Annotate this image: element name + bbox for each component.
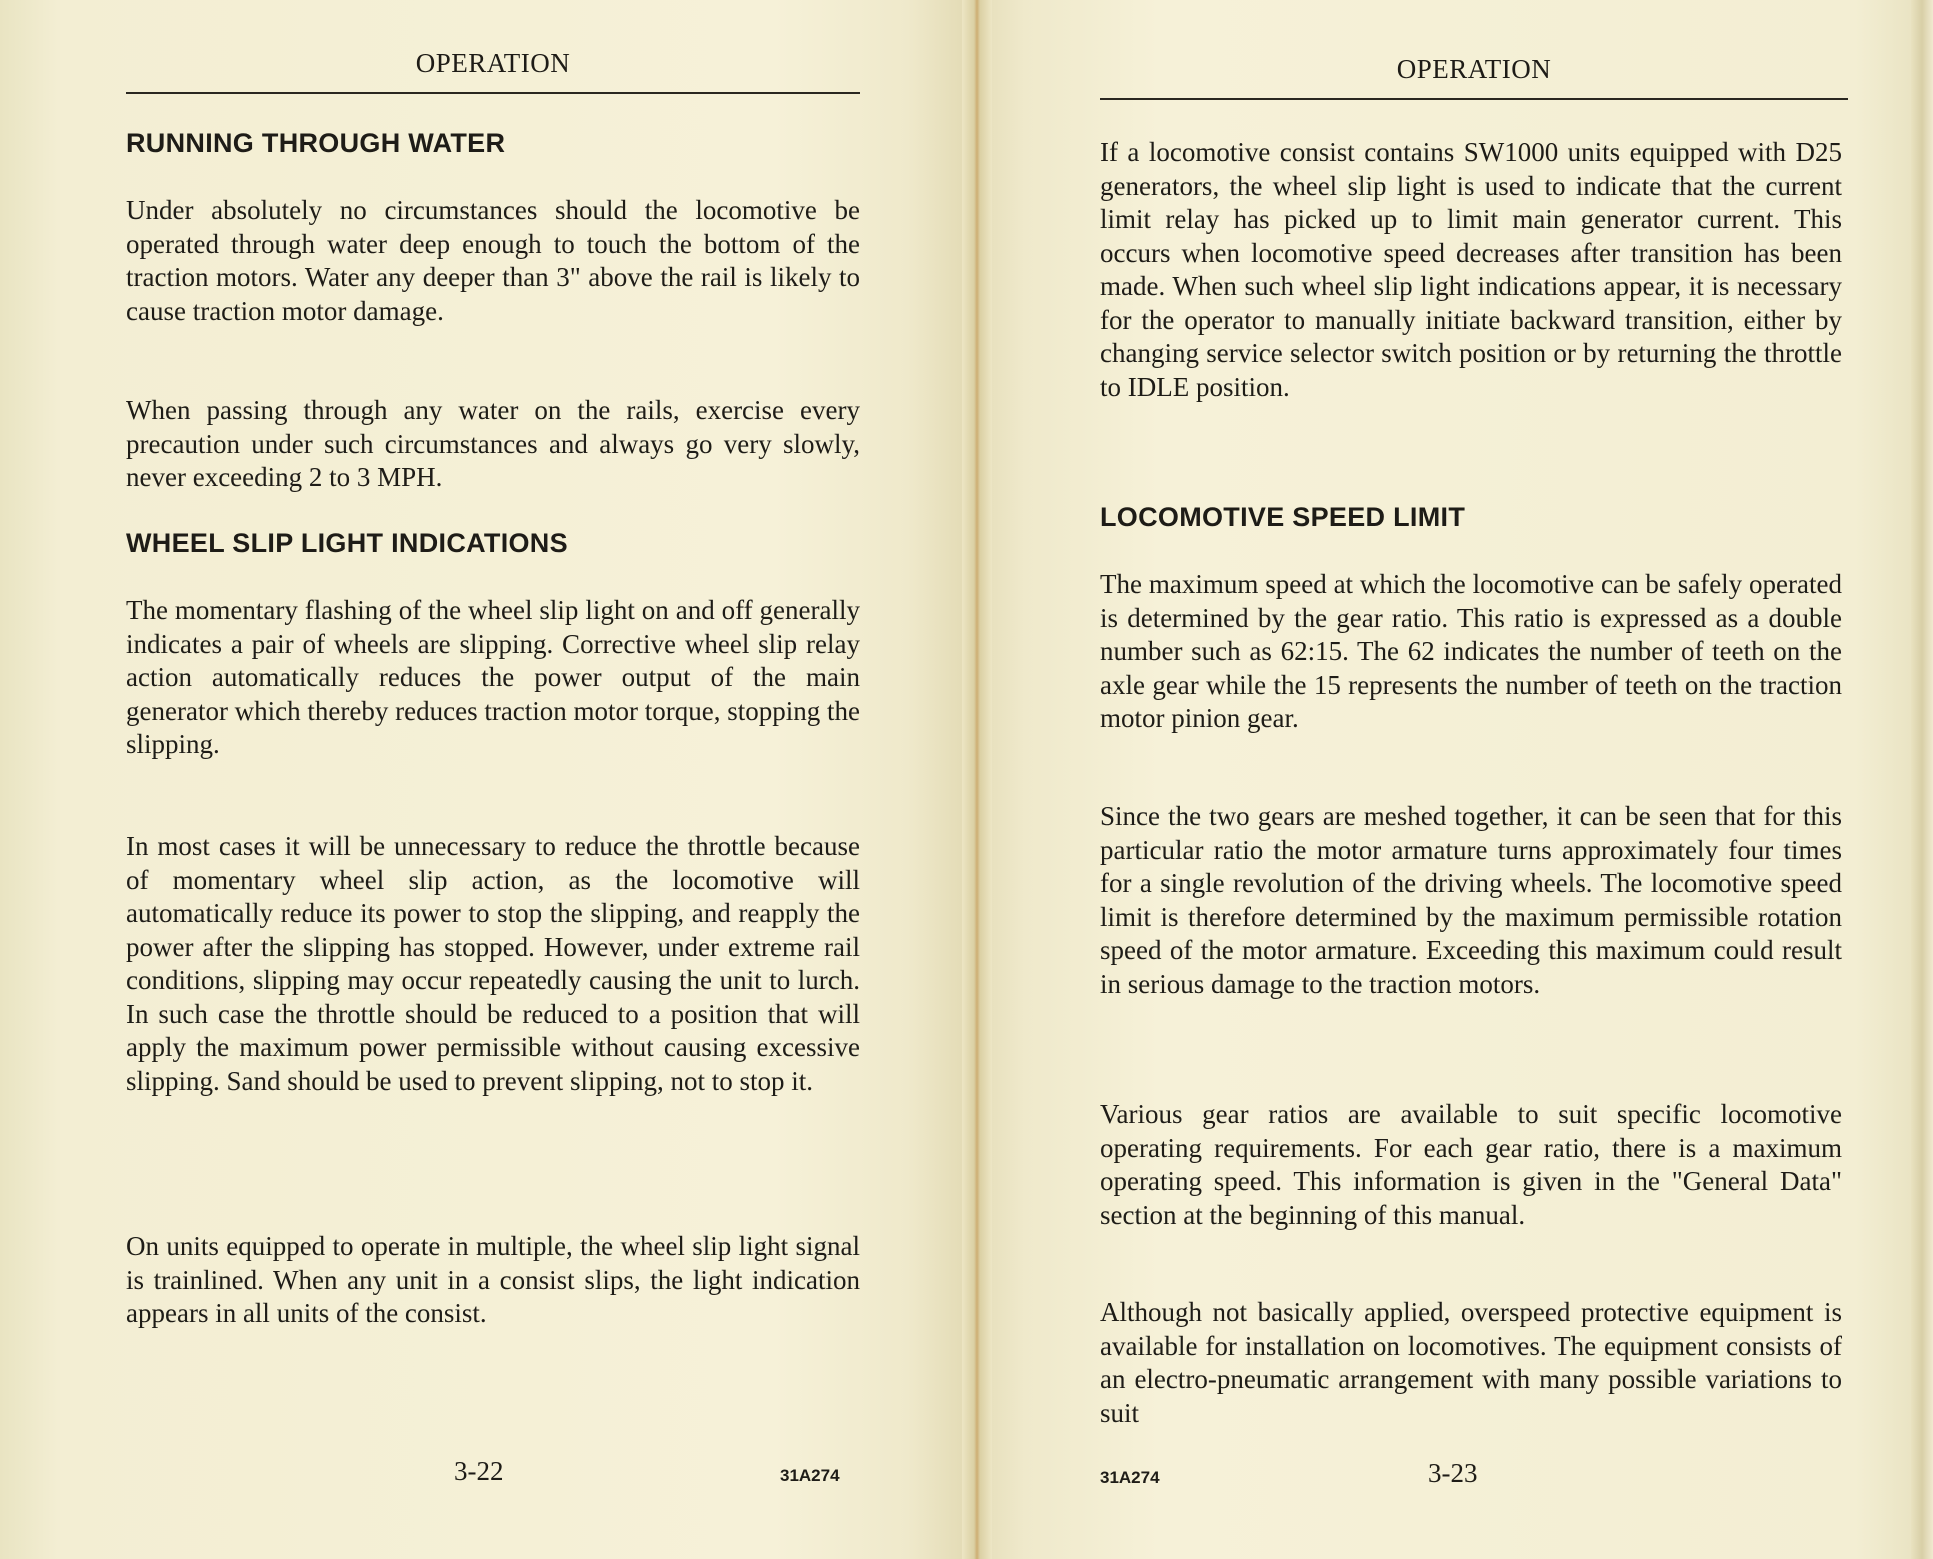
left-page [126, 0, 860, 1559]
section-heading: RUNNING THROUGH WATER [126, 128, 506, 158]
header-rule [1100, 98, 1848, 100]
page-number: 3-22 [454, 1456, 504, 1486]
section-heading: WHEEL SLIP LIGHT INDICATIONS [126, 528, 568, 558]
page-number: 3-23 [1428, 1458, 1478, 1488]
section-heading: LOCOMOTIVE SPEED LIMIT [1100, 502, 1466, 532]
paragraph: The maximum speed at which the locomotive can be safely operated is determined by the gear ratio. This ratio is expressed as a double number such as 62:15. The 62 indicates the number of teeth on the axle gear while the 15 represents the number of teeth on the traction motor pinion gear. [1100, 569, 1842, 733]
paragraph: If a locomotive consist contains SW1000 units equipped with D25 generators, the wheel slip light is used to indicate that the current limit relay has picked up to limit main generator current. This occurs when locomotive speed decreases after transition has been made. When such wheel slip light indications appear, it is necessary for the operator to manually initiate backward transition, either by changing service selector switch position or by returning the throttle to IDLE position. [1100, 137, 1842, 402]
page-edge [1911, 0, 1933, 1559]
paragraph: In most cases it will be unnecessary to reduce the throttle because of momentary wheel slip action, as the locomotive will automatically reduce its power to stop the slipping, and reapply the power after the slipping has stopped. However, under extreme rail conditions, slipping may occur repeatedly causing the unit to lurch. In such case the throttle should be reduced to a position that will apply the maximum power permissible without causing excessive slipping. Sand should be used to prevent slipping, not to stop it. [126, 831, 860, 1096]
paragraph: When passing through any water on the rails, exercise every precaution under such circumstances and always go very slowly, never exceeding 2 to 3 MPH. [126, 395, 860, 492]
right-page [1100, 0, 1848, 1559]
book-binding [962, 0, 992, 1559]
paragraph: Since the two gears are meshed together, it can be seen that for this particular ratio the motor armature turns approximately four times for a single revolution of the driving wheels. The locomotive speed limit is therefore determined by the maximum permissible rotation speed of the motor armature. Exceeding this maximum could result in serious damage to the traction motors. [1100, 801, 1842, 999]
paragraph: Although not basically applied, overspeed protective equipment is available for installation on locomotives. The equipment consists of an electro-pneumatic arrangement with many possible variations to suit [1100, 1297, 1842, 1428]
header-rule [126, 92, 860, 94]
paragraph: The momentary flashing of the wheel slip light on and off generally indicates a pair of wheels are slipping. Corrective wheel slip relay action automatically reduces the power output of the main generator which thereby reduces traction motor torque, stopping the slipping. [126, 595, 861, 759]
paragraph: Under absolutely no circumstances should the locomotive be operated through water deep enough to touch the bottom of the traction motors. Water any deeper than 3" above the rail is likely to cause traction motor damage. [126, 195, 860, 326]
document-code: 31A274 [1100, 1468, 1160, 1487]
running-head: OPERATION [415, 48, 571, 78]
document-code: 31A274 [780, 1466, 840, 1485]
paragraph: On units equipped to operate in multiple, the wheel slip light signal is trainlined. When any unit in a consist slips, the light indication appears in all units of the consist. [126, 1231, 860, 1328]
paragraph: Various gear ratios are available to suit specific locomotive operating requirements. For each gear ratio, there is a maximum operating speed. This information is given in the "General Data" section at the beginning of this manual. [1100, 1099, 1842, 1230]
running-head: OPERATION [1396, 54, 1552, 84]
